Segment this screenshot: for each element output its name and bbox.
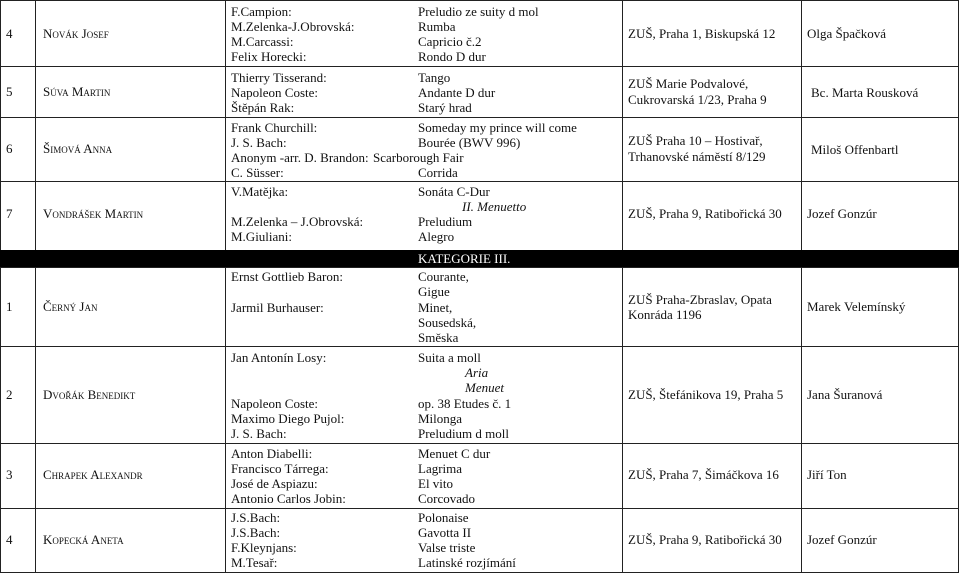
school: ZUŠ, Praha 9, Ratibořická 30 bbox=[628, 532, 782, 547]
col-divider bbox=[801, 0, 802, 250]
col-divider bbox=[801, 267, 802, 573]
col-divider bbox=[35, 267, 36, 573]
piece: Suita a moll bbox=[418, 350, 481, 365]
composer: Napoleon Coste: bbox=[231, 85, 319, 100]
col-divider bbox=[225, 0, 226, 250]
school: ZUŠ Praha 10 – Hostivař, bbox=[628, 133, 763, 148]
composer: Anton Diabelli: bbox=[231, 446, 313, 461]
row-number: 3 bbox=[6, 467, 13, 482]
composer: J. S. Bach: bbox=[231, 135, 287, 150]
col-divider bbox=[622, 0, 623, 250]
composer: Ernst Gottlieb Baron: bbox=[231, 269, 343, 284]
teacher: Marek Velemínský bbox=[807, 299, 906, 314]
piece: Preludium bbox=[418, 214, 473, 229]
teacher: Olga Špačková bbox=[807, 26, 887, 41]
row-divider bbox=[0, 66, 959, 67]
teacher: Jana Šuranová bbox=[807, 387, 883, 402]
composer: Frank Churchill: bbox=[231, 120, 318, 135]
piece: Courante, bbox=[418, 269, 469, 284]
piece: Sousedská, bbox=[418, 315, 477, 330]
row-number: 1 bbox=[6, 299, 13, 314]
piece: Milonga bbox=[418, 411, 463, 426]
composer: Maximo Diego Pujol: bbox=[231, 411, 345, 426]
col-divider bbox=[0, 0, 1, 573]
piece: op. 38 Etudes č. 1 bbox=[418, 396, 512, 411]
piece: Someday my prince will come bbox=[418, 120, 577, 135]
student-name: Černý Jan bbox=[43, 299, 98, 314]
composer: F.Campion: bbox=[231, 4, 292, 19]
composer: Napoleon Coste: bbox=[231, 396, 319, 411]
row-number: 5 bbox=[6, 84, 13, 99]
row-divider bbox=[0, 508, 959, 509]
piece: Andante D dur bbox=[418, 85, 496, 100]
piece: Latinské rozjímání bbox=[418, 555, 516, 570]
piece: Alegro bbox=[418, 229, 455, 244]
composer: Anonym -arr. D. Brandon: bbox=[231, 150, 369, 165]
composer: Štěpán Rak: bbox=[231, 100, 295, 115]
row-divider bbox=[0, 346, 959, 347]
school: Konráda 1196 bbox=[628, 307, 702, 322]
piece: Gigue bbox=[418, 284, 450, 299]
composer: M.Zelenka-J.Obrovská: bbox=[231, 19, 355, 34]
teacher: Miloš Offenbartl bbox=[811, 142, 899, 157]
piece: Scarborough Fair bbox=[373, 150, 464, 165]
school: Cukrovarská 1/23, Praha 9 bbox=[628, 92, 767, 107]
piece: Starý hrad bbox=[418, 100, 472, 115]
piece: Preludio ze suity d mol bbox=[418, 4, 539, 19]
composer: M.Giuliani: bbox=[231, 229, 293, 244]
composer: J. S. Bach: bbox=[231, 426, 287, 441]
composer: F.Kleynjans: bbox=[231, 540, 297, 555]
col-divider bbox=[225, 267, 226, 573]
composer: J.S.Bach: bbox=[231, 510, 281, 525]
row-number: 6 bbox=[6, 141, 13, 156]
piece: Rondo D dur bbox=[418, 49, 486, 64]
piece: II. Menuetto bbox=[462, 199, 527, 214]
piece: Sonáta C-Dur bbox=[418, 184, 490, 199]
category-label: KATEGORIE III. bbox=[418, 251, 511, 266]
composer: José de Aspiazu: bbox=[231, 476, 318, 491]
teacher: Jozef Gonzúr bbox=[807, 206, 877, 221]
col-divider bbox=[622, 267, 623, 573]
school: Trhanovské náměstí 8/129 bbox=[628, 149, 766, 164]
row-divider bbox=[0, 267, 959, 268]
row-number: 4 bbox=[6, 26, 13, 41]
school: ZUŠ, Štefánikova 19, Praha 5 bbox=[628, 387, 784, 402]
composer: Thierry Tisserand: bbox=[231, 70, 327, 85]
col-divider bbox=[35, 0, 36, 250]
student-name: Vondrášek Martin bbox=[43, 206, 144, 221]
row-number: 4 bbox=[6, 532, 13, 547]
school: ZUŠ, Praha 7, Šimáčkova 16 bbox=[628, 467, 779, 482]
piece: Rumba bbox=[418, 19, 456, 34]
composer: M.Carcassi: bbox=[231, 34, 294, 49]
piece: Lagrima bbox=[418, 461, 463, 476]
student-name: Chrapek Alexandr bbox=[43, 467, 143, 482]
piece: Bourée (BWV 996) bbox=[418, 135, 521, 150]
school: ZUŠ Praha-Zbraslav, Opata bbox=[628, 292, 772, 307]
composer: C. Süsser: bbox=[231, 165, 284, 180]
piece: El vito bbox=[418, 476, 454, 491]
piece: Menuet C dur bbox=[418, 446, 491, 461]
piece: Preludium d moll bbox=[418, 426, 509, 441]
piece: Směska bbox=[418, 330, 459, 345]
row-divider bbox=[0, 181, 959, 182]
composer: Felix Horecki: bbox=[231, 49, 307, 64]
composer: Jarmil Burhauser: bbox=[231, 300, 324, 315]
composer: Francisco Tárrega: bbox=[231, 461, 329, 476]
piece: Polonaise bbox=[418, 510, 469, 525]
piece: Minet, bbox=[418, 300, 453, 315]
row-divider bbox=[0, 117, 959, 118]
row-number: 2 bbox=[6, 387, 13, 402]
piece: Capricio č.2 bbox=[418, 34, 482, 49]
composer: V.Matějka: bbox=[231, 184, 289, 199]
school: ZUŠ Marie Podvalové, bbox=[628, 76, 749, 91]
composer: M.Zelenka – J.Obrovská: bbox=[231, 214, 364, 229]
composer: Jan Antonín Losy: bbox=[231, 350, 327, 365]
piece: Gavotta II bbox=[418, 525, 472, 540]
teacher: Jiří Ton bbox=[807, 467, 847, 482]
piece: Tango bbox=[418, 70, 451, 85]
row-divider bbox=[0, 443, 959, 444]
piece: Menuet bbox=[465, 380, 504, 395]
piece: Valse triste bbox=[418, 540, 476, 555]
teacher: Bc. Marta Rousková bbox=[811, 85, 919, 100]
student-name: Šimová Anna bbox=[43, 141, 113, 156]
composer: Antonio Carlos Jobin: bbox=[231, 491, 346, 506]
student-name: Súva Martin bbox=[43, 84, 111, 99]
teacher: Jozef Gonzúr bbox=[807, 532, 877, 547]
row-number: 7 bbox=[6, 206, 13, 221]
school: ZUŠ, Praha 9, Ratibořická 30 bbox=[628, 206, 782, 221]
composer: M.Tesař: bbox=[231, 555, 278, 570]
piece: Corcovado bbox=[418, 491, 476, 506]
composer: J.S.Bach: bbox=[231, 525, 281, 540]
student-name: Kopecká Aneta bbox=[43, 532, 124, 547]
piece: Aria bbox=[465, 365, 489, 380]
category-band bbox=[0, 250, 959, 267]
school: ZUŠ, Praha 1, Biskupská 12 bbox=[628, 26, 776, 41]
row-divider bbox=[0, 0, 959, 1]
student-name: Novák Josef bbox=[43, 26, 109, 41]
student-name: Dvořák Benedikt bbox=[43, 387, 136, 402]
piece: Corrida bbox=[418, 165, 458, 180]
